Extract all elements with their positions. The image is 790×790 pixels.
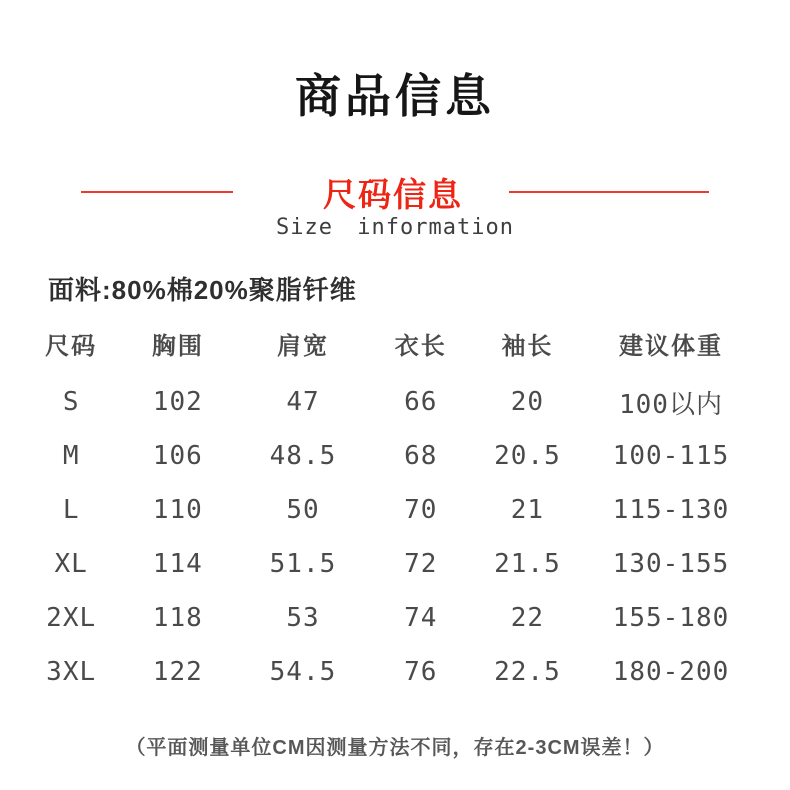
weight-cell: 100-115 bbox=[612, 441, 730, 471]
table-header-row bbox=[27, 325, 763, 375]
weight-cell: 100以内 bbox=[618, 389, 723, 420]
sleeve-cell: 21.5 bbox=[494, 549, 561, 579]
shoulder-cell: 50 bbox=[286, 495, 320, 525]
header-sleeve: 袖长 bbox=[501, 333, 554, 360]
weight-cell: 180-200 bbox=[612, 657, 730, 687]
chest-cell: 118 bbox=[152, 603, 203, 633]
fabric-composition-text: 面料:80%棉20%聚脂钎维 bbox=[48, 275, 357, 305]
table-row bbox=[27, 537, 763, 591]
size-cell: S bbox=[62, 387, 80, 417]
weight-cell: 115-130 bbox=[612, 495, 730, 525]
chest-cell: 106 bbox=[152, 441, 203, 471]
size-section-heading-en: Size information bbox=[276, 215, 514, 240]
header-shoulder: 肩宽 bbox=[276, 333, 329, 360]
size-section-divider bbox=[0, 172, 790, 212]
table-row bbox=[27, 375, 763, 429]
header-length: 衣长 bbox=[394, 333, 447, 360]
length-cell: 68 bbox=[404, 441, 438, 471]
measurement-disclaimer: （平面测量单位CM因测量方法不同，存在2-3CM误差！） bbox=[125, 737, 665, 759]
size-cell: 2XL bbox=[46, 603, 97, 633]
size-cell: L bbox=[62, 495, 80, 525]
size-cell: 3XL bbox=[46, 657, 97, 687]
header-chest: 胸围 bbox=[151, 333, 204, 360]
sleeve-cell: 20.5 bbox=[494, 441, 561, 471]
divider-line-left bbox=[81, 191, 233, 193]
size-chart-table bbox=[27, 325, 763, 699]
table-row bbox=[27, 591, 763, 645]
size-section-heading-cn: 尺码信息 bbox=[323, 175, 463, 213]
sleeve-cell: 22.5 bbox=[494, 657, 561, 687]
header-weight: 建议体重 bbox=[618, 333, 723, 360]
sleeve-cell: 20 bbox=[510, 387, 545, 417]
size-cell: XL bbox=[54, 549, 88, 579]
weight-cell: 155-180 bbox=[612, 603, 730, 633]
sleeve-cell: 21 bbox=[510, 495, 545, 525]
length-cell: 74 bbox=[404, 603, 438, 633]
table-row bbox=[27, 483, 763, 537]
chest-cell: 122 bbox=[152, 657, 203, 687]
shoulder-cell: 53 bbox=[286, 603, 320, 633]
divider-line-right bbox=[509, 191, 709, 193]
length-cell: 70 bbox=[404, 495, 438, 525]
length-cell: 76 bbox=[404, 657, 438, 687]
weight-cell: 130-155 bbox=[612, 549, 730, 579]
chest-cell: 110 bbox=[152, 495, 203, 525]
table-row bbox=[27, 645, 763, 699]
shoulder-cell: 48.5 bbox=[269, 441, 337, 471]
size-cell: M bbox=[62, 441, 80, 471]
sleeve-cell: 22 bbox=[510, 603, 545, 633]
length-cell: 72 bbox=[404, 549, 438, 579]
chest-cell: 114 bbox=[152, 549, 203, 579]
header-size: 尺码 bbox=[45, 333, 98, 360]
page-title: 商品信息 bbox=[295, 70, 495, 122]
chest-cell: 102 bbox=[152, 387, 203, 417]
table-row bbox=[27, 429, 763, 483]
length-cell: 66 bbox=[404, 387, 438, 417]
shoulder-cell: 51.5 bbox=[269, 549, 337, 579]
shoulder-cell: 54.5 bbox=[269, 657, 337, 687]
shoulder-cell: 47 bbox=[286, 387, 320, 417]
